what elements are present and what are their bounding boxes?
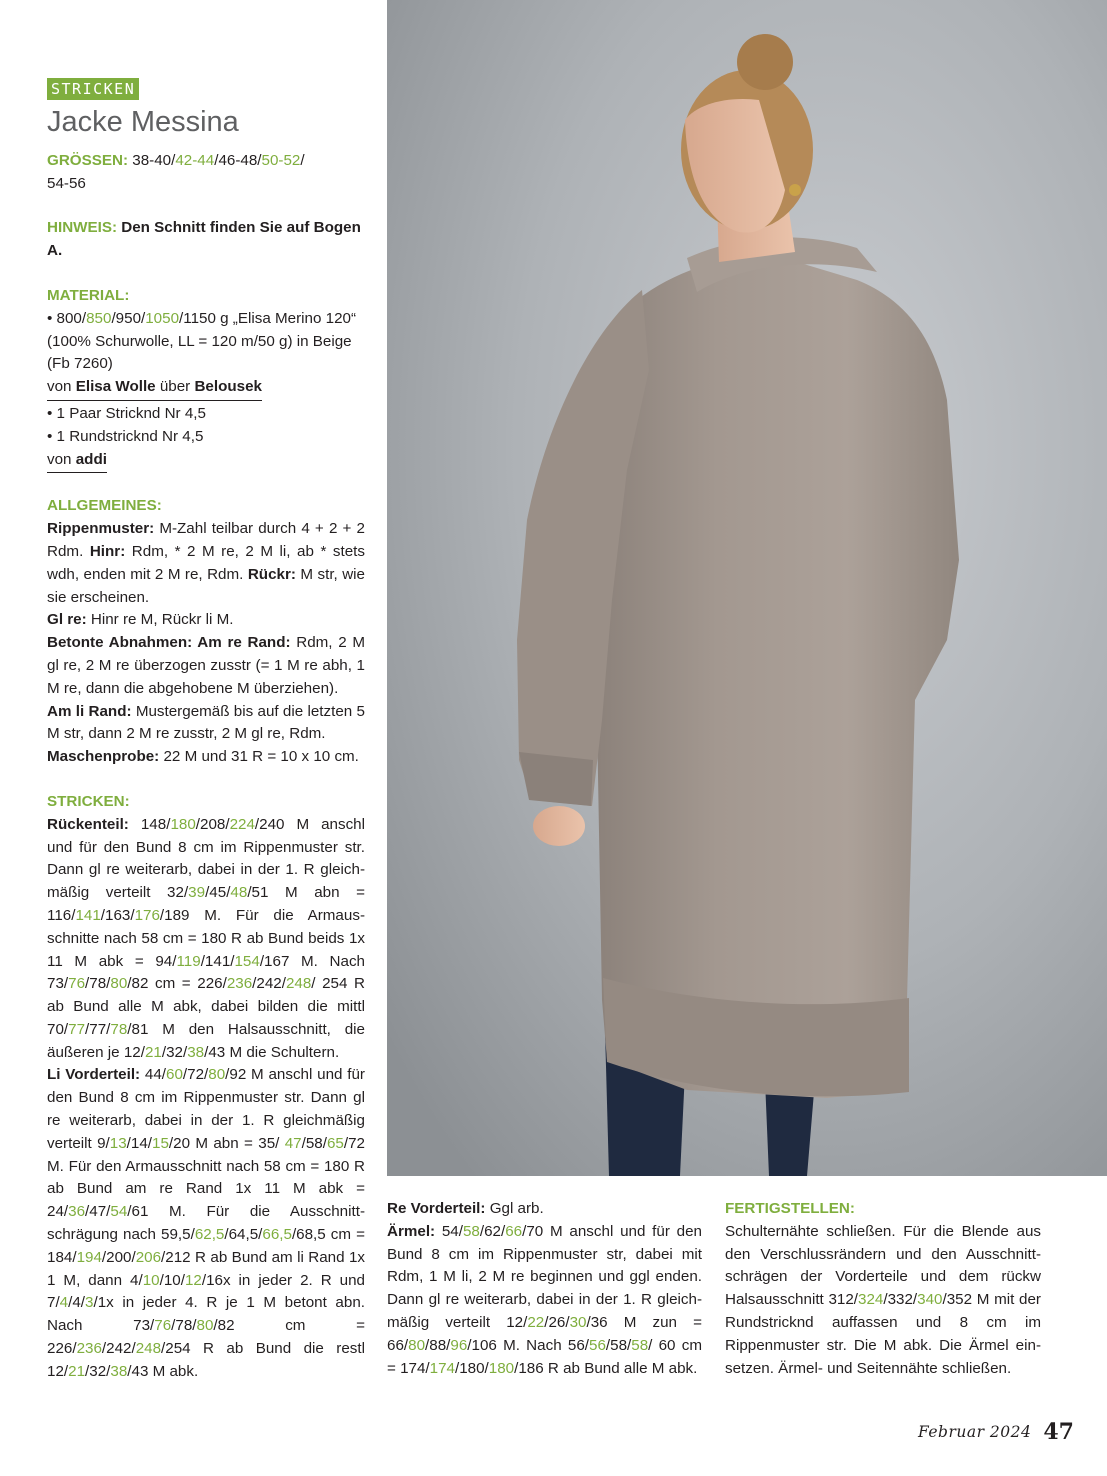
front-text: /200/ <box>101 1248 136 1266</box>
needle-2: • 1 Rundstricknd Nr 4,5 <box>47 427 204 445</box>
issue-date: Februar 2024 <box>917 1423 1032 1441</box>
rib-label: Rippenmuster: <box>47 520 155 538</box>
front-text: /242/ <box>101 1340 136 1358</box>
back-text: /163/ <box>100 906 135 924</box>
needle-supplier <box>47 449 107 474</box>
right-front-label: Re Vorderteil: <box>387 1200 486 1217</box>
back-green: 78 <box>110 1020 128 1038</box>
front-text: /78/ <box>171 1317 197 1335</box>
glre-label: Gl re: <box>47 611 87 629</box>
front-green: 3 <box>85 1294 94 1312</box>
front-text: /4/ <box>68 1294 86 1312</box>
back-green: 119 <box>176 952 201 970</box>
sleeves-green: 174 <box>429 1359 455 1377</box>
model-photo <box>387 0 1107 1176</box>
sleeves-green: 180 <box>488 1359 515 1377</box>
left-front-piece <box>47 1064 365 1383</box>
sleeves-text: /180/ <box>455 1359 489 1377</box>
back-text: 148/ <box>128 815 171 833</box>
sleeves-green: 30 <box>569 1313 587 1331</box>
front-text: /72/ <box>182 1066 209 1084</box>
sizes-label: GRÖSSEN: <box>47 151 129 169</box>
needle-1: • 1 Paar Stricknd Nr 4,5 <box>47 404 206 422</box>
front-green: 248 <box>135 1340 162 1358</box>
back-text: /189 M. Für die Armausschnitte nach 58 cm = 180 R ab Bund beids 1x 11 M abk = 94/ <box>47 906 365 970</box>
note-label: HINWEIS: <box>47 219 118 237</box>
front-label: Li Vorderteil: <box>47 1066 141 1084</box>
sleeves-text: /70 M anschl und für den Bund 8 cm im Rippenmuster str, dabei mit Rdm, 1 M li, 2 M re beginnen und ggl enden. Dann gl re weiterarb, dabei in der 1. R gleichmäßig verteilt 12/ <box>387 1222 702 1331</box>
front-text: /32/ <box>85 1362 111 1380</box>
front-green: 80 <box>208 1066 226 1084</box>
back-text: /43 M die Schultern. <box>204 1043 340 1061</box>
glre-text: Hinr re M, Rückr li M. <box>86 611 234 629</box>
page-number: 47 <box>1043 1419 1074 1445</box>
page-title: Jacke Messina <box>47 105 239 138</box>
front-text: /16x in jeder 2. R und 7/ <box>47 1271 365 1312</box>
needle-prefix: von <box>47 450 76 468</box>
general-heading: ALLGEMEINES: <box>47 497 162 515</box>
sleeves-green: 58 <box>631 1336 649 1354</box>
front-text: /47/ <box>85 1203 111 1221</box>
front-green: 206 <box>135 1248 162 1266</box>
front-text: /64,5/ <box>224 1226 263 1244</box>
sleeves-text: /58/ <box>605 1336 632 1354</box>
gauge <box>47 746 365 769</box>
sleeves-text: /62/ <box>479 1222 506 1240</box>
front-green: 36 <box>68 1203 86 1221</box>
sleeves-text: /36 M zun = 66/ <box>387 1313 702 1354</box>
back-green: 154 <box>234 952 260 970</box>
right-front-text: Ggl arb. <box>485 1200 544 1217</box>
front-green: 80 <box>196 1317 214 1335</box>
yarn-text: • 800/ <box>47 309 87 327</box>
front-green: 62,5 <box>194 1226 225 1244</box>
front-text: /92 M anschl und für den Bund 8 cm im Rippenmuster str. Dann gl re weiterarb, dabei in der 1. R gleichmäßig verteilt 9/ <box>47 1066 365 1152</box>
dec-text: Rdm, 2 M gl re, 2 M re überzogen zusstr (= 1 M re abh, 1 M re, dann die abgehobene M überziehen). <box>47 634 365 697</box>
front-green: 76 <box>154 1317 172 1335</box>
dec-left-label: Am li Rand: <box>47 702 132 720</box>
supplier-prefix: von <box>47 378 76 396</box>
back-green: 248 <box>285 975 312 993</box>
back-green: 236 <box>226 975 253 993</box>
finishing-text: /352 M mit der Rundstricknd auffassen und 8 cm im Rippenmuster str. Die M abk. Die Ärmel einsetzen. Ärmel- und Seitennähte schließen. <box>725 1291 1041 1377</box>
back-green: 39 <box>188 884 206 902</box>
back-green: 80 <box>110 975 128 993</box>
sleeves-green: 56 <box>589 1336 606 1354</box>
front-text: /82 cm = 226/ <box>47 1317 365 1358</box>
back-text: /32/ <box>161 1043 188 1061</box>
front-text: /14/ <box>126 1134 152 1152</box>
sleeves-text: /26/ <box>544 1313 570 1331</box>
back-text: /167 M. Nach 73/ <box>47 952 366 993</box>
front-green: 60 <box>166 1066 183 1084</box>
front-green: 65 <box>326 1134 344 1152</box>
back-green: 76 <box>68 975 86 993</box>
back-text: /51 M abn = 116/ <box>47 884 365 924</box>
note-paragraph <box>47 217 365 263</box>
finishing-text: Schulternähte schließen. Für die Blende aus den Verschlussrändern und den Ausschnittschrägen der Vorderteile und dem rückw Halsausschnitt 312/ <box>725 1222 1041 1309</box>
section-tag: STRICKEN <box>47 78 139 100</box>
needle-brand: addi <box>75 450 107 468</box>
yarn-green: 1050 <box>145 309 180 327</box>
hair-bun <box>737 34 793 90</box>
sleeve-cuff <box>519 752 593 806</box>
gauge-text: 22 M und 31 R = 10 x 10 cm. <box>159 748 359 766</box>
back-green: 176 <box>134 906 160 924</box>
front-text: /254 R ab Bund die restl 12/ <box>47 1340 365 1380</box>
decreases <box>47 632 365 700</box>
hands <box>533 806 585 846</box>
front-green: 10 <box>142 1271 160 1289</box>
yarn-text: /1150 g „Elisa Merino 120“ (100% Schurwolle, LL = 120 m/50 g) in Beige (Fb 7260) <box>47 309 357 373</box>
front-text: 44/ <box>140 1066 166 1084</box>
back-text: /82 cm = 226/ <box>127 975 227 993</box>
knit-heading: STRICKEN: <box>47 792 130 810</box>
note-text: Den Schnitt finden Sie auf Bogen A. <box>47 219 361 260</box>
sizes-paragraph: GRÖSSEN: 38-40/42-44/46-48/50-52/ 54-56 <box>47 151 305 192</box>
finishing-paragraph <box>725 1221 1041 1381</box>
back-green: 48 <box>230 884 248 902</box>
sleeves-paragraph <box>387 1221 702 1381</box>
sleeves-text: /186 R ab Bund alle M abk. <box>514 1359 698 1377</box>
sleeves-green: 22 <box>527 1313 545 1331</box>
back-green: 141 <box>75 906 101 924</box>
back-piece <box>47 814 365 1065</box>
back-text: /78/ <box>85 975 111 993</box>
rib-hinr-label: Hinr: <box>89 542 126 560</box>
front-green: 21 <box>68 1362 86 1380</box>
supplier-brand: Elisa Wolle <box>75 378 156 396</box>
sleeves-green: 96 <box>450 1336 468 1354</box>
front-text: /1x in jeder 4. R je 1 M betont abn. Nach 73/ <box>47 1294 365 1335</box>
right-column <box>725 1198 1041 1380</box>
front-text: /61 M. Für die Ausschnittschrägung nach 59,5/ <box>47 1203 365 1244</box>
yarn-green: 850 <box>86 309 112 327</box>
sleeves-label: Ärmel: <box>387 1222 436 1240</box>
front-green: 15 <box>152 1134 169 1152</box>
front-text: /58/ <box>301 1134 327 1152</box>
rib-rueckr-text: M str, wie sie erscheinen. <box>47 565 366 606</box>
rib-pattern <box>47 518 365 609</box>
front-text: /20 M abn = 35/ <box>168 1134 285 1152</box>
back-green: 224 <box>229 815 255 833</box>
right-front-piece <box>387 1198 702 1221</box>
front-green: 4 <box>59 1294 69 1312</box>
sleeves-text: / 60 cm = 174/ <box>387 1336 702 1377</box>
back-green: 77 <box>68 1020 86 1038</box>
front-text: /43 M abk. <box>127 1362 199 1380</box>
dec-label: Betonte Abnahmen: Am re Rand: <box>47 634 291 652</box>
gauge-label: Maschenprobe: <box>47 748 160 766</box>
decreases-left <box>47 701 365 747</box>
back-label: Rückenteil: <box>47 815 129 833</box>
rib-text: M-Zahl teilbar durch 4 + 2 + 2 Rdm. <box>47 520 365 560</box>
material-heading: MATERIAL: <box>47 286 130 304</box>
cardigan-photo-illustration <box>387 0 1107 1176</box>
front-green: 38 <box>110 1362 128 1380</box>
front-green: 236 <box>76 1340 102 1358</box>
left-column <box>47 78 365 1384</box>
sleeves-green: 80 <box>408 1336 426 1354</box>
earring <box>789 184 801 196</box>
front-green: 194 <box>76 1248 102 1266</box>
finishing-text: /332/ <box>883 1291 918 1309</box>
rib-rueckr-label: Rückr: <box>247 565 296 583</box>
back-text: /242/ <box>252 975 286 993</box>
material-yarn <box>47 308 365 376</box>
dec-left-text: Mustergemäß bis auf die letzten 5 M str, dann 2 M re zusstr, 2 M gl re, Rdm. <box>47 702 365 743</box>
rib-hinr-text: Rdm, * 2 M re, 2 M li, ab * stets wdh, enden mit 2 M re, Rdm. <box>47 542 365 583</box>
finishing-heading: FERTIGSTELLEN: <box>725 1200 855 1217</box>
back-text: /45/ <box>205 884 231 902</box>
sleeves-text: /106 M. Nach 56/ <box>467 1336 589 1354</box>
front-green: 13 <box>109 1134 127 1152</box>
yarn-supplier <box>47 376 262 401</box>
stockinette <box>47 609 365 632</box>
front-text: /212 R ab Bund am li Rand 1x 1 M, dann 4/ <box>47 1248 365 1289</box>
back-text: /240 M anschl und für den Bund 8 cm im Rippenmuster str. Dann gl re weiterarb, dabei in der 1. R gleichmäßig verteilt 32/ <box>47 815 365 902</box>
back-green: 38 <box>187 1043 205 1061</box>
sleeves-green: 66 <box>505 1222 523 1240</box>
back-text: /141/ <box>200 952 235 970</box>
page-footer <box>918 1414 1074 1450</box>
sleeves-text: 54/ <box>435 1222 463 1240</box>
finishing-green: 340 <box>917 1291 943 1309</box>
supplier-shop: Belousek <box>194 378 262 396</box>
front-text: /72 M. Für den Armausschnitt nach 58 cm = 180 R ab Bund am re Rand 1x 11 M abk = 24/ <box>47 1134 365 1221</box>
front-text: /68,5 cm = 184/ <box>47 1226 365 1266</box>
middle-column <box>387 1198 702 1380</box>
front-green: 66,5 <box>262 1226 292 1244</box>
sleeves-text: /88/ <box>425 1336 451 1354</box>
front-green: 12 <box>184 1271 202 1289</box>
front-text: /10/ <box>159 1271 185 1289</box>
size-4: 50-52 <box>261 151 301 169</box>
yarn-text: /950/ <box>111 309 146 327</box>
back-green: 180 <box>170 815 196 833</box>
back-text: /77/ <box>85 1020 111 1038</box>
size-3: 46-48 <box>218 151 258 169</box>
size-2: 42-44 <box>175 151 215 169</box>
back-text: /81 M den Halsausschnitt, die äußeren je 12/ <box>47 1020 365 1061</box>
sleeves-green: 58 <box>462 1222 480 1240</box>
front-green: 47 <box>284 1134 302 1152</box>
back-green: 21 <box>144 1043 162 1061</box>
supplier-mid: über <box>155 378 195 396</box>
size-5: 54-56 <box>47 174 86 192</box>
finishing-green: 324 <box>858 1291 884 1309</box>
front-green: 54 <box>110 1203 128 1221</box>
back-text: /208/ <box>195 815 230 833</box>
back-text: / 254 R ab Bund alle M abk, dabei bilden die mittl 70/ <box>47 975 365 1038</box>
size-1: 38-40 <box>132 151 172 169</box>
